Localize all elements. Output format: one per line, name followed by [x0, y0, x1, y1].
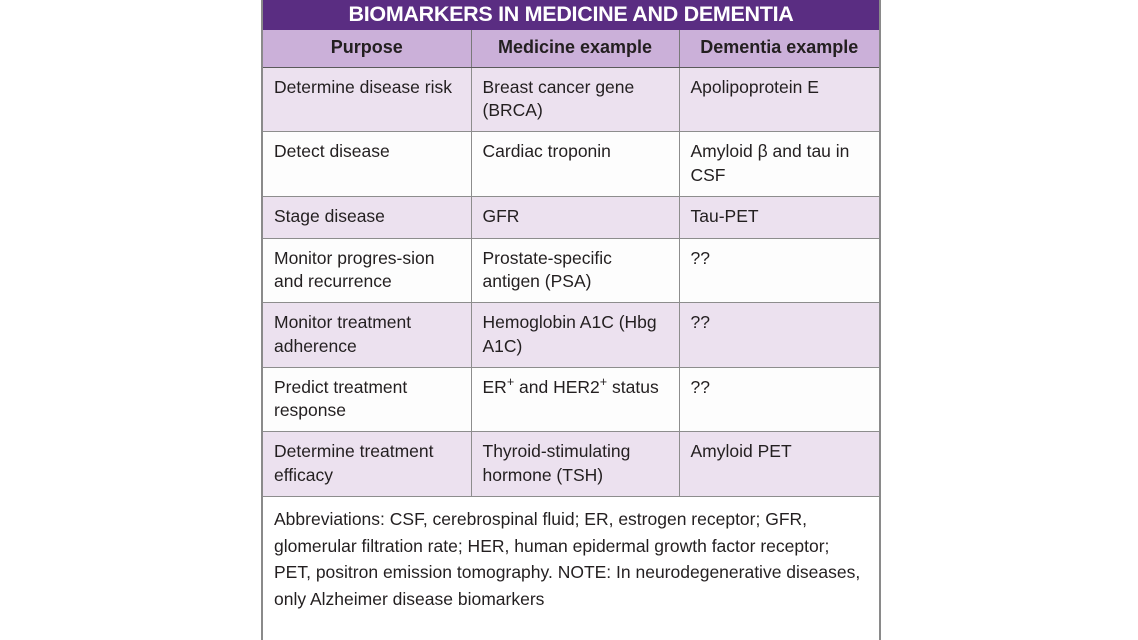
column-header-medicine: Medicine example	[471, 30, 679, 67]
cell-purpose: Monitor treatment adherence	[263, 303, 471, 368]
table-row	[263, 238, 879, 303]
cell-dementia: Amyloid β and tau in CSF	[679, 132, 879, 197]
column-header-dementia: Dementia example	[679, 30, 879, 67]
cell-dementia: ??	[679, 367, 879, 432]
biomarkers-table	[263, 30, 879, 497]
cell-medicine: Prostate-specific antigen (PSA)	[471, 238, 679, 303]
table-row	[263, 303, 879, 368]
figure-title: BIOMARKERS IN MEDICINE AND DEMENTIA	[348, 2, 794, 27]
table-row	[263, 132, 879, 197]
footnote-block	[263, 497, 879, 612]
cell-purpose: Predict treatment response	[263, 367, 471, 432]
cell-dementia: ??	[679, 303, 879, 368]
er-label: ER	[482, 376, 507, 397]
cell-medicine: Cardiac troponin	[471, 132, 679, 197]
table-row	[263, 196, 879, 238]
cell-dementia: Apolipoprotein E	[679, 67, 879, 132]
cell-medicine	[471, 367, 679, 432]
cell-dementia: Amyloid PET	[679, 432, 879, 497]
table-row	[263, 432, 879, 497]
cell-dementia: Tau-PET	[679, 196, 879, 238]
header-row	[263, 30, 879, 67]
figure-title-bar	[263, 0, 879, 30]
cell-purpose: Detect disease	[263, 132, 471, 197]
her2-label: and HER2	[514, 376, 600, 397]
table-body	[263, 67, 879, 496]
cell-medicine: GFR	[471, 196, 679, 238]
cell-purpose: Determine treatment efficacy	[263, 432, 471, 497]
cell-medicine: Hemoglobin A1C (Hbg A1C)	[471, 303, 679, 368]
plus-sign-icon: +	[506, 375, 515, 390]
cell-medicine: Thyroid-stimulating hormone (TSH)	[471, 432, 679, 497]
cell-dementia: ??	[679, 238, 879, 303]
plus-sign-icon: +	[599, 375, 608, 390]
table-header	[263, 30, 879, 67]
column-header-purpose: Purpose	[263, 30, 471, 67]
biomarkers-figure	[261, 0, 881, 640]
footnote-text: Abbreviations: CSF, cerebrospinal fluid; ER, estrogen receptor; GFR, glomerular filtration rate; HER, human epidermal growth factor receptor; PET, positron emission tomography. NOTE: In neurodegenerative diseases, only Alzheimer disease biomarkers	[274, 508, 861, 609]
status-label: status	[607, 376, 659, 397]
table-row	[263, 67, 879, 132]
cell-medicine: Breast cancer gene (BRCA)	[471, 67, 679, 132]
cell-purpose: Determine disease risk	[263, 67, 471, 132]
cell-purpose: Stage disease	[263, 196, 471, 238]
cell-purpose: Monitor progres-sion and recurrence	[263, 238, 471, 303]
table-row	[263, 367, 879, 432]
